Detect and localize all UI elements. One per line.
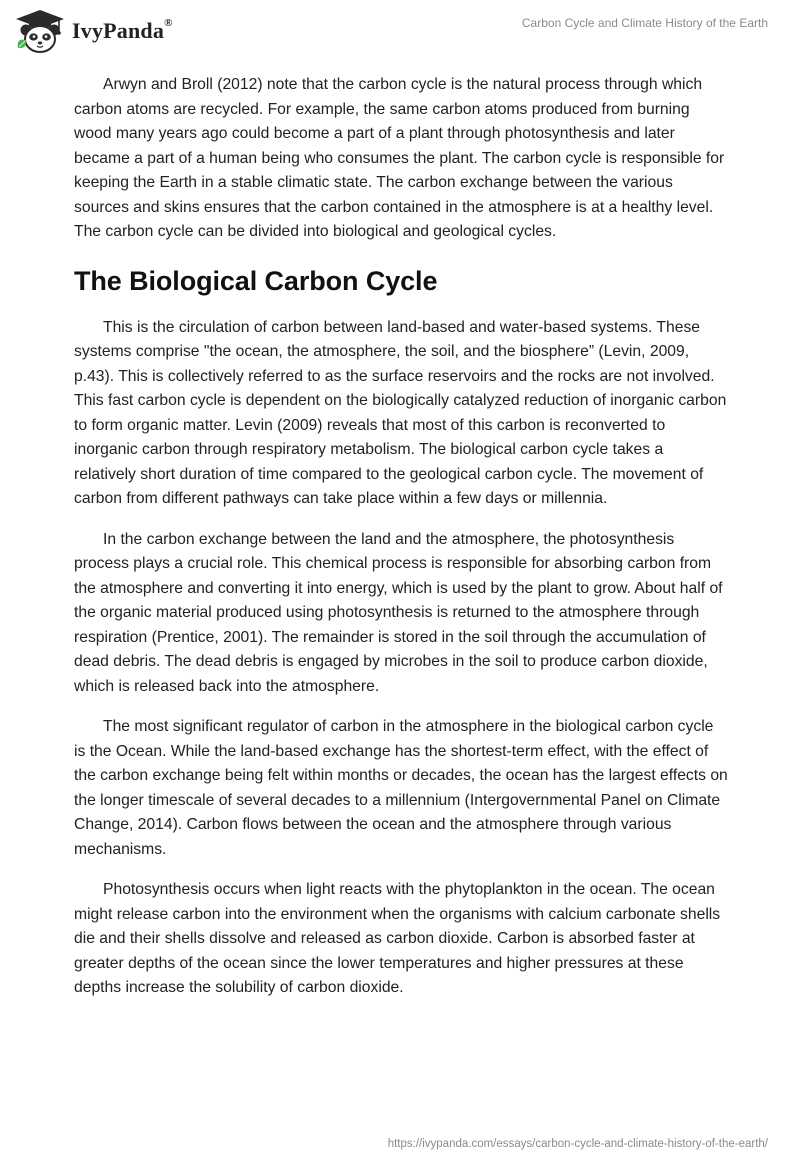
- essay-body: [74, 73, 728, 1017]
- paragraph: Photosynthesis occurs when light reacts with the phytoplankton in the ocean. The ocean might release carbon into the environment when the organisms with calcium carbonate shells die and their shells dissolve and released as carbon dioxide. Carbon is absorbed faster at greater depths of the ocean since the lower temperatures and higher pressures at these depths increase the solubility of carbon dioxide.: [74, 881, 721, 996]
- paragraph: In the carbon exchange between the land and the atmosphere, the photosynthesis process plays a crucial role. This chemical process is responsible for absorbing carbon from the atmosphere and converting it into energy, which is used by the plant to grow. About half of the organic material produced using photosynthesis is returned to the atmosphere through respiration (Prentice, 2001). The remainder is stored in the soil through the accumulation of dead debris. The dead debris is engaged by microbes in the soil to produce carbon dioxide, which is released back into the atmosphere.: [74, 530, 723, 695]
- paragraph: The most significant regulator of carbon in the atmosphere in the biological carbon cycle is the Ocean. While the land-based exchange has the shortest-term effect, with the effect of the carbon exchange being felt within months or decades, the ocean has the largest effects on the longer timescale of several decades to a millennium (Intergovernmental Panel on Climate Change, 2014). Carbon flows between the ocean and the atmosphere through various mechanisms.: [74, 718, 728, 858]
- logo-text: IvyPanda®: [72, 17, 173, 43]
- source-url[interactable]: https://ivypanda.com/essays/carbon-cycle-and-climate-history-of-the-earth/: [387, 1138, 768, 1150]
- paragraph-intro: Arwyn and Broll (2012) note that the carbon cycle is the natural process through which carbon atoms are recycled. For example, the same carbon atoms produced from burning wood many years ago could become a part of a plant through photosynthesis and later became a part of a human being who consumes the plant. The carbon cycle is responsible for keeping the Earth in a stable climatic state. The carbon exchange between the various sources and skins ensures that the carbon contained in the atmosphere is at a healthy level. The carbon cycle can be divided into biological and geological cycles.: [74, 76, 725, 240]
- section-heading: The Biological Carbon Cycle: [74, 265, 438, 296]
- page-header: [0, 0, 800, 64]
- running-title: Carbon Cycle and Climate History of the Earth: [521, 16, 768, 30]
- paragraph: This is the circulation of carbon between land-based and water-based systems. These systems comprise "the ocean, the atmosphere, the soil, and the biosphere” (Levin, 2009, p.43). This is collectively referred to as the surface reservoirs and the rocks are not involved. This fast carbon cycle is dependent on the biologically catalyzed reduction of inorganic carbon to form organic matter. Levin (2009) reveals that most of this carbon is reconverted to inorganic carbon through respiratory metabolism. The biological carbon cycle takes a relatively short duration of time compared to the geological carbon cycle. The movement of carbon from different pathways can take place within a few days or millennia.: [74, 318, 727, 507]
- panda-graduate-icon: [14, 8, 66, 54]
- ivypanda-logo[interactable]: [14, 8, 173, 54]
